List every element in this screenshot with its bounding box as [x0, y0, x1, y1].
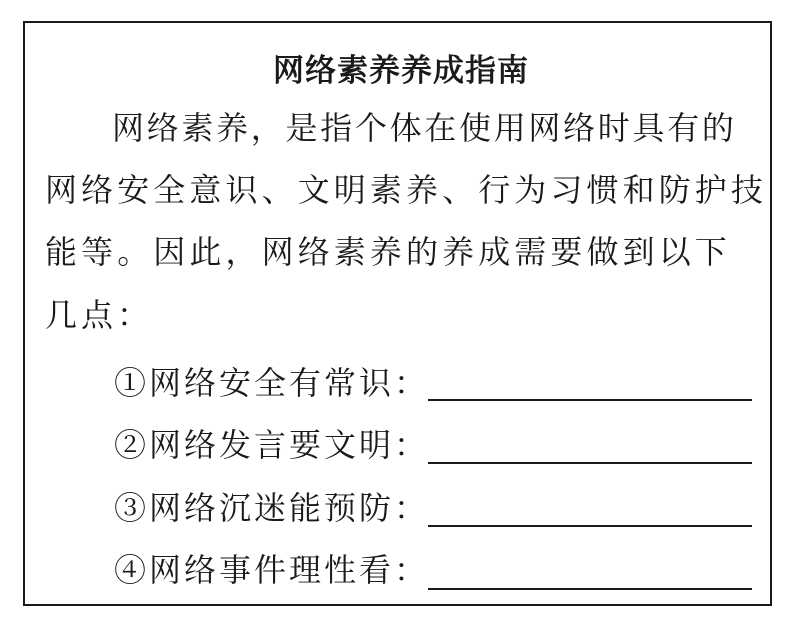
item-4-label: ④网络事件理性看： — [114, 551, 430, 589]
paragraph-line-3: 能等。因此，网络素养的养成需要做到以下 — [45, 233, 731, 271]
item-1-label: ①网络安全有常识： — [114, 364, 430, 402]
item-2-label: ②网络发言要文明： — [114, 426, 430, 464]
item-3-answer-blank[interactable] — [428, 525, 752, 527]
guide-title: 网络素养养成指南 — [273, 53, 529, 89]
item-3-label: ③网络沉迷能预防： — [114, 489, 430, 527]
paragraph-line-1: 网络素养，是指个体在使用网络时具有的 — [112, 109, 737, 147]
item-1-answer-blank[interactable] — [428, 399, 752, 401]
paragraph-line-4: 几点： — [45, 296, 154, 334]
item-4-answer-blank[interactable] — [428, 588, 752, 590]
item-2-answer-blank[interactable] — [428, 462, 752, 464]
paragraph-line-2: 网络安全意识、文明素养、行为习惯和防护技 — [45, 171, 768, 209]
